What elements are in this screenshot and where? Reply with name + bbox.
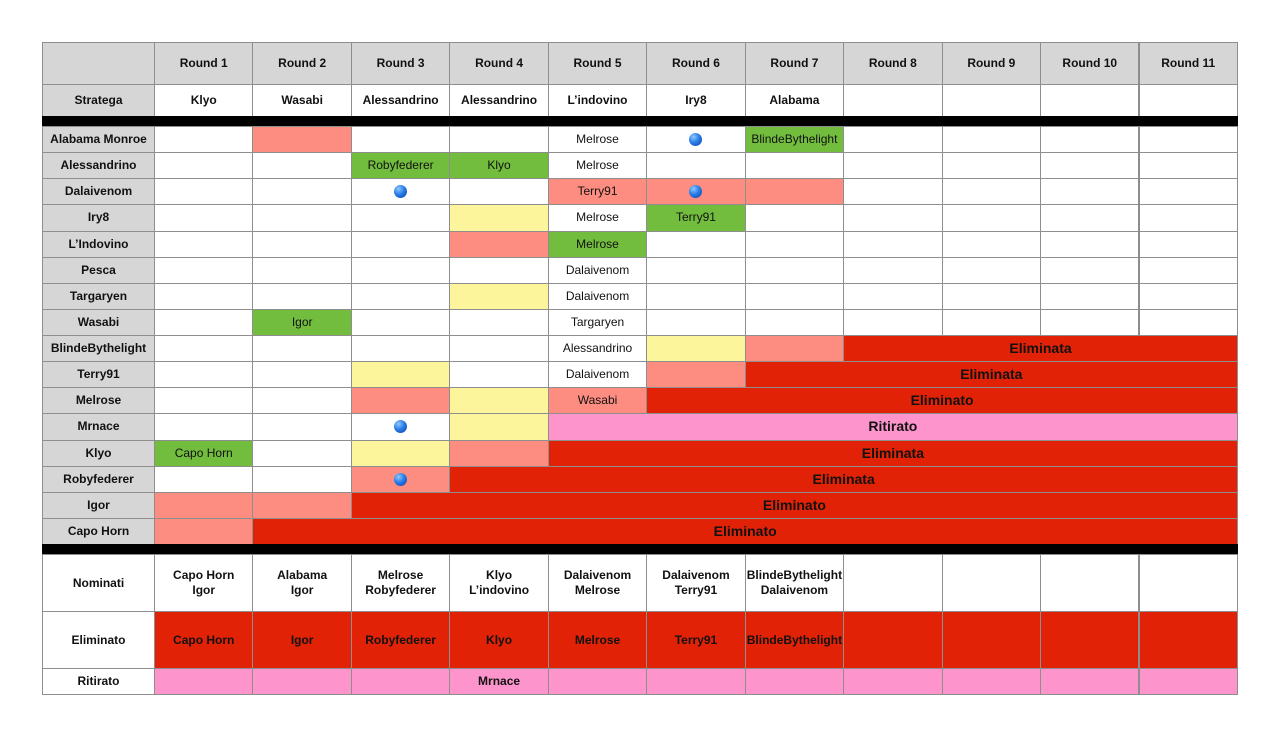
section-separator — [42, 544, 1238, 554]
player-round-cell — [252, 231, 351, 258]
player-round-cell — [745, 283, 844, 310]
round-header — [351, 42, 450, 85]
cell-text: Melrose — [576, 236, 619, 251]
row-header-ritirato — [42, 668, 155, 695]
player-round-cell — [942, 257, 1041, 284]
player-round-cell — [154, 152, 253, 179]
cell-text: Iry8 — [87, 210, 110, 225]
player-name — [42, 231, 155, 258]
player-round-cell — [252, 387, 351, 414]
player-round-cell — [351, 283, 450, 310]
status-banner — [548, 413, 1238, 440]
cell-text: Targaryen — [570, 314, 625, 329]
player-round-cell — [745, 126, 844, 153]
round-header — [646, 42, 745, 85]
stratega-cell — [1040, 84, 1139, 117]
player-round-cell — [351, 257, 450, 284]
player-round-cell — [942, 126, 1041, 153]
cell-text: Round 5 — [573, 56, 622, 70]
nominati-cell — [548, 554, 647, 612]
player-round-cell — [843, 126, 942, 153]
status-banner — [745, 361, 1238, 388]
eliminato-cell — [745, 611, 844, 669]
cell-text: Iry8 — [685, 93, 707, 107]
player-name — [42, 204, 155, 231]
eliminato-cell — [646, 611, 745, 669]
player-round-cell — [252, 492, 351, 519]
player-round-cell — [1139, 257, 1238, 284]
cell-text: Alabama Igor — [277, 568, 328, 597]
player-round-cell — [942, 178, 1041, 205]
ritirato-cell — [942, 668, 1041, 695]
cell-text: Robyfederer — [365, 632, 436, 647]
cell-text: Dalaivenom — [565, 262, 630, 277]
cell-text: Klyo — [85, 445, 112, 460]
player-round-cell — [1139, 178, 1238, 205]
player-round-cell — [154, 178, 253, 205]
stratega-cell — [942, 84, 1041, 117]
player-round-cell — [154, 283, 253, 310]
row-header-stratega — [42, 84, 155, 117]
player-name — [42, 126, 155, 153]
player-round-cell — [745, 178, 844, 205]
player-round-cell — [154, 231, 253, 258]
cell-text: Round 1 — [179, 56, 228, 70]
eliminato-cell — [154, 611, 253, 669]
player-round-cell — [1040, 309, 1139, 336]
player-round-cell — [548, 361, 647, 388]
player-round-cell — [154, 257, 253, 284]
cell-text: Targaryen — [69, 288, 128, 303]
player-round-cell — [942, 152, 1041, 179]
ritirato-cell — [351, 668, 450, 695]
ritirato-cell — [252, 668, 351, 695]
cell-text: Alabama — [769, 93, 820, 107]
eliminato-cell — [449, 611, 548, 669]
player-round-cell — [154, 518, 253, 545]
player-round-cell — [548, 152, 647, 179]
player-round-cell — [252, 466, 351, 493]
player-round-cell — [942, 231, 1041, 258]
cell-text: Melrose — [576, 158, 619, 173]
cell-text: Robyfederer — [63, 471, 134, 486]
cell-text: Ritirato — [77, 674, 120, 688]
nominati-cell — [252, 554, 351, 612]
cell-text: Round 8 — [868, 56, 917, 70]
cell-text: BlindeBythelight — [751, 132, 838, 147]
cell-text: Round 3 — [376, 56, 425, 70]
cell-text: Terry91 — [77, 367, 120, 382]
cell-text: Wasabi — [577, 393, 618, 408]
player-name — [42, 440, 155, 467]
round-header — [252, 42, 351, 85]
player-name — [42, 518, 155, 545]
round-header — [154, 42, 253, 85]
player-round-cell — [1040, 126, 1139, 153]
player-round-cell — [548, 257, 647, 284]
cell-text: Melrose — [576, 132, 619, 147]
stratega-cell — [843, 84, 942, 117]
player-round-cell — [1139, 152, 1238, 179]
player-round-cell — [1040, 178, 1139, 205]
stratega-cell — [449, 84, 548, 117]
cell-text: BlindeBythelight Dalaivenom — [746, 568, 843, 597]
cell-text: Dalaivenom — [64, 184, 133, 199]
player-name — [42, 387, 155, 414]
blue-dot-icon — [394, 185, 407, 198]
player-round-cell — [449, 361, 548, 388]
cell-text: Round 11 — [1161, 56, 1216, 70]
cell-text: Dalaivenom Melrose — [563, 568, 632, 597]
nominati-cell — [745, 554, 844, 612]
cell-text: Round 2 — [278, 56, 327, 70]
cell-text: Capo Horn — [67, 523, 130, 538]
cell-text: Eliminato — [910, 392, 974, 409]
player-round-cell — [843, 204, 942, 231]
cell-text: Eliminata — [812, 470, 875, 487]
player-round-cell — [449, 309, 548, 336]
cell-text: Capo Horn Igor — [173, 568, 235, 597]
player-round-cell — [646, 335, 745, 362]
round-header — [548, 42, 647, 85]
player-name — [42, 257, 155, 284]
player-name — [42, 335, 155, 362]
ritirato-cell — [154, 668, 253, 695]
cell-text: Mrnace — [478, 674, 521, 688]
player-name — [42, 152, 155, 179]
player-round-cell — [154, 387, 253, 414]
cell-text: Terry91 — [675, 210, 716, 225]
nominati-cell — [1139, 554, 1238, 612]
cell-text: Klyo — [190, 93, 217, 107]
cell-text: Round 6 — [671, 56, 720, 70]
player-round-cell — [252, 126, 351, 153]
player-round-cell — [548, 126, 647, 153]
cell-text: Klyo L’indovino — [469, 568, 530, 597]
round-header — [745, 42, 844, 85]
player-round-cell — [154, 361, 253, 388]
cell-text: Igor — [291, 314, 313, 329]
player-round-cell — [449, 257, 548, 284]
player-round-cell — [745, 309, 844, 336]
cell-text: Alessandrino — [562, 341, 633, 356]
player-round-cell — [1139, 126, 1238, 153]
cell-text: Eliminato — [713, 522, 777, 539]
status-banner — [351, 492, 1238, 519]
cell-text: Dalaivenom — [565, 367, 630, 382]
cell-text: L’indovino — [567, 93, 628, 107]
nominati-cell — [1040, 554, 1139, 612]
player-round-cell — [745, 257, 844, 284]
player-round-cell — [843, 152, 942, 179]
cell-text: Pesca — [81, 262, 116, 277]
player-round-cell — [252, 204, 351, 231]
eliminato-cell — [252, 611, 351, 669]
player-round-cell — [548, 178, 647, 205]
cell-text: Terry91 — [674, 632, 718, 647]
player-round-cell — [942, 283, 1041, 310]
nominati-cell — [843, 554, 942, 612]
player-round-cell — [252, 178, 351, 205]
player-round-cell — [154, 335, 253, 362]
stratega-cell — [745, 84, 844, 117]
player-round-cell — [1139, 231, 1238, 258]
player-round-cell — [154, 413, 253, 440]
player-name — [42, 492, 155, 519]
stratega-cell — [548, 84, 647, 117]
player-round-cell — [745, 204, 844, 231]
player-round-cell — [646, 257, 745, 284]
cell-text: Eliminato — [762, 496, 826, 513]
player-round-cell — [646, 309, 745, 336]
player-round-cell — [351, 361, 450, 388]
player-round-cell — [351, 440, 450, 467]
cell-text: Round 9 — [967, 56, 1016, 70]
player-round-cell — [843, 178, 942, 205]
player-round-cell — [351, 231, 450, 258]
player-round-cell — [843, 309, 942, 336]
player-round-cell — [351, 335, 450, 362]
ritirato-cell — [548, 668, 647, 695]
status-banner — [646, 387, 1238, 414]
round-header — [942, 42, 1041, 85]
player-round-cell — [1040, 152, 1139, 179]
player-name — [42, 309, 155, 336]
player-name — [42, 466, 155, 493]
cell-text: Terry91 — [577, 184, 618, 199]
player-round-cell — [1040, 231, 1139, 258]
cell-text: Klyo — [486, 632, 513, 647]
player-round-cell — [646, 231, 745, 258]
ritirato-cell — [1139, 668, 1238, 695]
status-banner — [449, 466, 1238, 493]
player-round-cell — [351, 178, 450, 205]
cell-text: Eliminato — [71, 632, 126, 647]
player-round-cell — [351, 387, 450, 414]
cell-text: Ritirato — [868, 418, 918, 435]
cell-text: Round 10 — [1062, 56, 1118, 70]
blue-dot-icon — [394, 420, 407, 433]
ritirato-cell — [449, 668, 548, 695]
cell-text: Melrose — [75, 393, 122, 408]
player-round-cell — [1139, 309, 1238, 336]
player-round-cell — [646, 283, 745, 310]
ritirato-cell — [843, 668, 942, 695]
cell-text: Round 4 — [475, 56, 524, 70]
cell-text: Melrose Robyfederer — [365, 568, 436, 597]
cell-text: BlindeBythelight — [746, 632, 843, 647]
player-round-cell — [646, 152, 745, 179]
player-round-cell — [1139, 204, 1238, 231]
player-round-cell — [548, 335, 647, 362]
round-header — [1139, 42, 1238, 85]
player-round-cell — [252, 413, 351, 440]
blue-dot-icon — [689, 133, 702, 146]
blue-dot-icon — [689, 185, 702, 198]
player-round-cell — [548, 387, 647, 414]
nominati-cell — [942, 554, 1041, 612]
cell-text: Mrnace — [77, 419, 120, 434]
player-round-cell — [154, 309, 253, 336]
cell-text: Eliminata — [960, 366, 1023, 383]
cell-text: Igor — [290, 632, 314, 647]
player-round-cell — [449, 283, 548, 310]
player-round-cell — [449, 152, 548, 179]
player-round-cell — [351, 466, 450, 493]
player-round-cell — [745, 231, 844, 258]
status-banner — [252, 518, 1238, 545]
cell-text: Melrose — [576, 210, 619, 225]
stratega-cell — [154, 84, 253, 117]
ritirato-cell — [1040, 668, 1139, 695]
player-round-cell — [351, 204, 450, 231]
cell-text: Capo Horn — [174, 445, 233, 460]
cell-text: Wasabi — [77, 314, 120, 329]
player-round-cell — [843, 283, 942, 310]
cell-text: Alessandrino — [461, 93, 538, 107]
cell-text: Robyfederer — [367, 158, 434, 173]
round-header — [1040, 42, 1139, 85]
player-round-cell — [449, 413, 548, 440]
stratega-cell — [646, 84, 745, 117]
cell-text: Melrose — [574, 632, 621, 647]
player-round-cell — [548, 283, 647, 310]
section-separator — [42, 116, 1238, 126]
cell-text: BlindeBythelight — [50, 341, 147, 356]
player-round-cell — [1040, 283, 1139, 310]
player-round-cell — [252, 361, 351, 388]
player-round-cell — [252, 257, 351, 284]
player-round-cell — [646, 204, 745, 231]
player-round-cell — [351, 152, 450, 179]
player-name — [42, 361, 155, 388]
player-round-cell — [942, 309, 1041, 336]
nominati-cell — [351, 554, 450, 612]
player-round-cell — [252, 309, 351, 336]
player-round-cell — [351, 309, 450, 336]
player-round-cell — [449, 387, 548, 414]
player-round-cell — [154, 492, 253, 519]
cell-text: Round 7 — [770, 56, 819, 70]
player-round-cell — [1040, 204, 1139, 231]
stratega-cell — [252, 84, 351, 117]
player-round-cell — [646, 361, 745, 388]
cell-text: Nominati — [72, 575, 125, 590]
player-round-cell — [548, 204, 647, 231]
ritirato-cell — [646, 668, 745, 695]
player-round-cell — [843, 231, 942, 258]
player-name — [42, 413, 155, 440]
nominati-cell — [449, 554, 548, 612]
cell-text: Capo Horn — [173, 632, 235, 647]
player-round-cell — [548, 309, 647, 336]
ritirato-cell — [745, 668, 844, 695]
nominati-cell — [646, 554, 745, 612]
player-round-cell — [745, 335, 844, 362]
corner-header — [42, 42, 155, 85]
player-round-cell — [1040, 257, 1139, 284]
player-round-cell — [449, 231, 548, 258]
row-header-nominati — [42, 554, 155, 612]
cell-text: Eliminata — [861, 444, 924, 461]
cell-text: Dalaivenom — [565, 288, 630, 303]
row-header-eliminato — [42, 611, 155, 669]
player-round-cell — [646, 126, 745, 153]
player-round-cell — [449, 178, 548, 205]
round-header — [449, 42, 548, 85]
player-name — [42, 283, 155, 310]
eliminato-cell — [548, 611, 647, 669]
player-round-cell — [843, 257, 942, 284]
cell-text: Eliminata — [1009, 340, 1072, 357]
eliminato-cell — [942, 611, 1041, 669]
player-name — [42, 178, 155, 205]
stratega-cell — [1139, 84, 1238, 117]
cell-text: Stratega — [74, 93, 123, 107]
player-round-cell — [942, 204, 1041, 231]
cell-text: Klyo — [487, 158, 511, 173]
player-round-cell — [449, 335, 548, 362]
player-round-cell — [745, 152, 844, 179]
status-banner — [548, 440, 1238, 467]
player-round-cell — [351, 413, 450, 440]
cell-text: Igor — [87, 497, 110, 512]
rounds-table — [42, 42, 1237, 693]
eliminato-cell — [351, 611, 450, 669]
blue-dot-icon — [394, 473, 407, 486]
cell-text: L’Indovino — [68, 236, 129, 251]
player-round-cell — [154, 440, 253, 467]
player-round-cell — [449, 126, 548, 153]
cell-text: Dalaivenom Terry91 — [662, 568, 730, 597]
cell-text: Wasabi — [281, 93, 323, 107]
player-round-cell — [154, 126, 253, 153]
player-round-cell — [252, 440, 351, 467]
cell-text: Alabama Monroe — [50, 132, 147, 147]
player-round-cell — [449, 204, 548, 231]
cell-text: Alessandrino — [60, 158, 137, 173]
eliminato-cell — [1040, 611, 1139, 669]
player-round-cell — [154, 466, 253, 493]
round-header — [843, 42, 942, 85]
player-round-cell — [252, 152, 351, 179]
player-round-cell — [1139, 283, 1238, 310]
cell-text: Alessandrino — [362, 93, 439, 107]
eliminato-cell — [843, 611, 942, 669]
player-round-cell — [548, 231, 647, 258]
status-banner — [843, 335, 1238, 362]
nominati-cell — [154, 554, 253, 612]
player-round-cell — [252, 283, 351, 310]
eliminato-cell — [1139, 611, 1238, 669]
player-round-cell — [351, 126, 450, 153]
stratega-cell — [351, 84, 450, 117]
player-round-cell — [154, 204, 253, 231]
player-round-cell — [646, 178, 745, 205]
player-round-cell — [252, 335, 351, 362]
player-round-cell — [449, 440, 548, 467]
